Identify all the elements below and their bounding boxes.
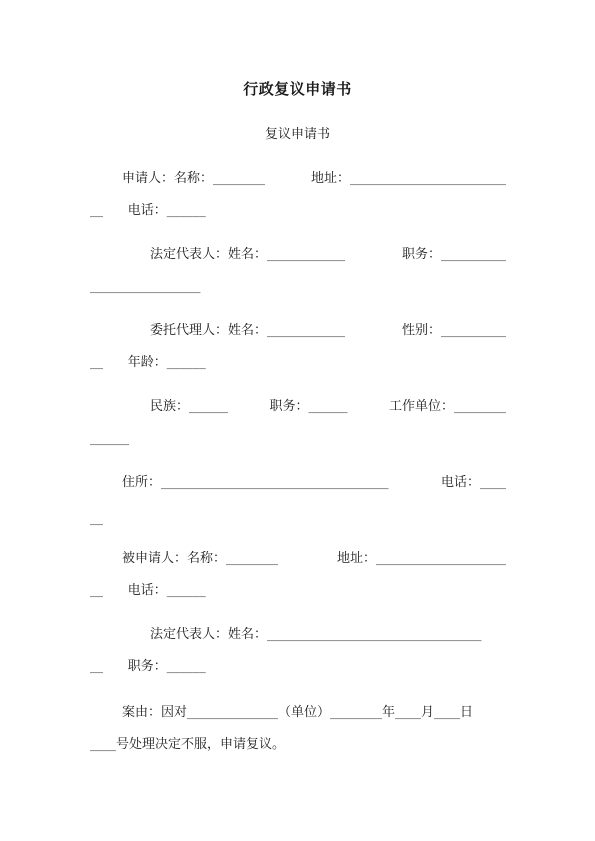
document-title: 行政复议申请书 — [243, 80, 352, 98]
legal-rep-line — [90, 247, 506, 263]
applicant-line — [90, 171, 506, 187]
agent-line — [90, 323, 506, 339]
applicant-name-field: 申请人：名称：________ — [122, 171, 266, 186]
respondent-legal-rep-line: 法定代表人：姓名：_________________________________ — [150, 627, 482, 642]
document-subtitle: 复议申请书 — [264, 127, 330, 142]
respondent-line — [90, 551, 506, 567]
case-reason-line: 案由：因对______________（单位）________年____月____日 — [122, 705, 474, 720]
agent-detail-line — [90, 399, 506, 415]
legal-rep-title-field: 职务：__________ — [401, 247, 506, 262]
workplace-continuation: ______ — [90, 431, 129, 446]
residence-phone-field: 电话：____ — [440, 475, 506, 490]
legal-rep-continuation: _________________ — [90, 279, 201, 294]
ethnicity-field: 民族：______ — [150, 399, 229, 414]
residence-phone-continuation: __ — [90, 511, 103, 526]
agent-age-line: __ 年龄：______ — [90, 355, 206, 370]
legal-rep-name-field: 法定代表人：姓名：____________ — [150, 247, 346, 262]
workplace-field: 工作单位：________ — [388, 399, 506, 414]
agent-gender-field: 性别：__________ — [401, 323, 506, 338]
respondent-name-field: 被申请人：名称：________ — [122, 551, 279, 566]
respondent-address-field: 地址：____________________ — [336, 551, 506, 566]
agent-title-field: 职务：______ — [269, 399, 348, 414]
agent-name-field: 委托代理人：姓名：____________ — [150, 323, 346, 338]
applicant-phone-line: __ 电话：______ — [90, 203, 206, 218]
respondent-legal-rep-title-line: __ 职务：______ — [90, 659, 206, 674]
respondent-phone-line: __ 电话：______ — [90, 583, 206, 598]
residence-field: 住所：___________________________________ — [122, 475, 389, 490]
residence-line — [90, 475, 506, 491]
applicant-address-field: 地址：________________________ — [310, 171, 506, 186]
case-reason-continuation: ____号处理决定不服，申请复议。 — [90, 737, 286, 752]
